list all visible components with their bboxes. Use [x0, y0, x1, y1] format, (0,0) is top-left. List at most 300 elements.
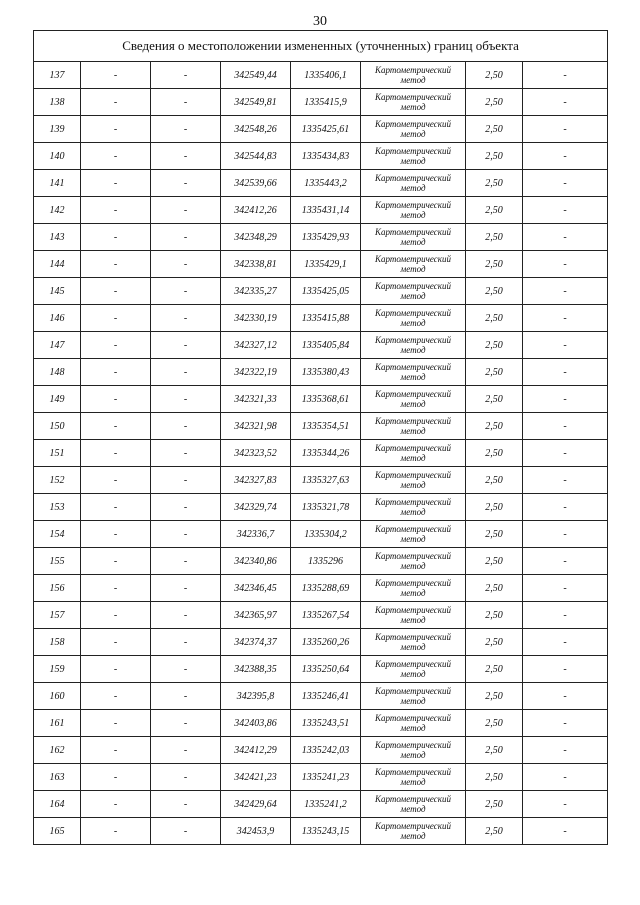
table-row — [34, 62, 608, 89]
method-cell — [361, 386, 466, 413]
column-8-cell: - — [523, 656, 608, 683]
precision-cell: 2,50 — [466, 332, 523, 359]
method-text-line: метод — [400, 642, 426, 652]
method-text-line: метод — [400, 318, 426, 328]
method-text-line: Картометрический — [374, 227, 451, 237]
table-row — [34, 791, 608, 818]
x-coordinate-cell: 342330,19 — [221, 305, 291, 332]
table-row — [34, 575, 608, 602]
point-number-cell: 155 — [34, 548, 81, 575]
method-text-line: Картометрический — [374, 65, 451, 75]
method-cell — [361, 116, 466, 143]
method-text-line: Картометрический — [374, 524, 451, 534]
method-text-line: метод — [400, 777, 426, 787]
column-8-cell: - — [523, 305, 608, 332]
method-text-line: метод — [400, 507, 426, 517]
table-title: Сведения о местоположении измененных (уточненных) границ объекта — [34, 31, 608, 62]
table-row — [34, 440, 608, 467]
table-row — [34, 683, 608, 710]
table-row — [34, 521, 608, 548]
method-text-line: Картометрический — [374, 92, 451, 102]
point-number-cell: 139 — [34, 116, 81, 143]
x-coordinate-cell: 342549,44 — [221, 62, 291, 89]
point-number-cell: 141 — [34, 170, 81, 197]
y-coordinate-cell: 1335327,63 — [291, 467, 361, 494]
column-3-cell: - — [151, 656, 221, 683]
point-number-cell: 158 — [34, 629, 81, 656]
x-coordinate-cell: 342322,19 — [221, 359, 291, 386]
table-row — [34, 386, 608, 413]
method-text-line: метод — [400, 291, 426, 301]
y-coordinate-cell: 1335434,83 — [291, 143, 361, 170]
y-coordinate-cell: 1335296 — [291, 548, 361, 575]
column-2-cell: - — [81, 521, 151, 548]
column-8-cell: - — [523, 197, 608, 224]
column-8-cell: - — [523, 791, 608, 818]
column-8-cell: - — [523, 332, 608, 359]
column-2-cell: - — [81, 764, 151, 791]
x-coordinate-cell: 342421,23 — [221, 764, 291, 791]
column-8-cell: - — [523, 170, 608, 197]
y-coordinate-cell: 1335321,78 — [291, 494, 361, 521]
table-row — [34, 710, 608, 737]
method-text-line: Картометрический — [374, 605, 451, 615]
column-2-cell: - — [81, 737, 151, 764]
y-coordinate-cell: 1335242,03 — [291, 737, 361, 764]
method-cell — [361, 89, 466, 116]
method-text-line: Картометрический — [374, 362, 451, 372]
column-2-cell: - — [81, 683, 151, 710]
table-title-row — [34, 31, 608, 62]
point-number-cell: 162 — [34, 737, 81, 764]
column-8-cell: - — [523, 89, 608, 116]
y-coordinate-cell: 1335288,69 — [291, 575, 361, 602]
method-text-line: Картометрический — [374, 200, 451, 210]
column-3-cell: - — [151, 440, 221, 467]
column-3-cell: - — [151, 710, 221, 737]
column-2-cell: - — [81, 656, 151, 683]
table-row — [34, 629, 608, 656]
column-8-cell: - — [523, 548, 608, 575]
method-cell — [361, 791, 466, 818]
method-cell — [361, 764, 466, 791]
column-2-cell: - — [81, 62, 151, 89]
method-text-line: метод — [400, 129, 426, 139]
column-8-cell: - — [523, 386, 608, 413]
precision-cell: 2,50 — [466, 764, 523, 791]
precision-cell: 2,50 — [466, 467, 523, 494]
point-number-cell: 159 — [34, 656, 81, 683]
precision-cell: 2,50 — [466, 251, 523, 278]
column-2-cell: - — [81, 359, 151, 386]
method-cell — [361, 494, 466, 521]
method-cell — [361, 629, 466, 656]
column-8-cell: - — [523, 440, 608, 467]
precision-cell: 2,50 — [466, 710, 523, 737]
column-2-cell: - — [81, 251, 151, 278]
table-row — [34, 467, 608, 494]
point-number-cell: 154 — [34, 521, 81, 548]
precision-cell: 2,50 — [466, 224, 523, 251]
column-2-cell: - — [81, 791, 151, 818]
y-coordinate-cell: 1335241,23 — [291, 764, 361, 791]
column-2-cell: - — [81, 602, 151, 629]
column-2-cell: - — [81, 386, 151, 413]
y-coordinate-cell: 1335405,84 — [291, 332, 361, 359]
table-row — [34, 305, 608, 332]
x-coordinate-cell: 342327,83 — [221, 467, 291, 494]
precision-cell: 2,50 — [466, 278, 523, 305]
method-cell — [361, 683, 466, 710]
method-text-line: метод — [400, 264, 426, 274]
table-row — [34, 332, 608, 359]
table-row — [34, 278, 608, 305]
precision-cell: 2,50 — [466, 737, 523, 764]
method-text-line: метод — [400, 102, 426, 112]
point-number-cell: 156 — [34, 575, 81, 602]
method-text-line: метод — [400, 183, 426, 193]
column-3-cell: - — [151, 629, 221, 656]
y-coordinate-cell: 1335425,05 — [291, 278, 361, 305]
table-row — [34, 602, 608, 629]
point-number-cell: 151 — [34, 440, 81, 467]
table-row — [34, 143, 608, 170]
precision-cell: 2,50 — [466, 143, 523, 170]
x-coordinate-cell: 342346,45 — [221, 575, 291, 602]
column-2-cell: - — [81, 170, 151, 197]
method-text-line: Картометрический — [374, 767, 451, 777]
column-3-cell: - — [151, 251, 221, 278]
method-text-line: метод — [400, 831, 426, 841]
method-text-line: метод — [400, 372, 426, 382]
boundary-coordinates-table — [33, 30, 608, 845]
precision-cell: 2,50 — [466, 197, 523, 224]
column-3-cell: - — [151, 494, 221, 521]
column-3-cell: - — [151, 413, 221, 440]
method-text-line: метод — [400, 615, 426, 625]
precision-cell: 2,50 — [466, 440, 523, 467]
column-2-cell: - — [81, 818, 151, 845]
x-coordinate-cell: 342412,29 — [221, 737, 291, 764]
precision-cell: 2,50 — [466, 116, 523, 143]
method-text-line: Картометрический — [374, 578, 451, 588]
y-coordinate-cell: 1335344,26 — [291, 440, 361, 467]
method-cell — [361, 224, 466, 251]
method-text-line: Картометрический — [374, 713, 451, 723]
x-coordinate-cell: 342549,81 — [221, 89, 291, 116]
column-3-cell: - — [151, 683, 221, 710]
column-3-cell: - — [151, 62, 221, 89]
column-8-cell: - — [523, 521, 608, 548]
x-coordinate-cell: 342336,7 — [221, 521, 291, 548]
point-number-cell: 164 — [34, 791, 81, 818]
column-8-cell: - — [523, 494, 608, 521]
column-8-cell: - — [523, 116, 608, 143]
method-cell — [361, 737, 466, 764]
x-coordinate-cell: 342548,26 — [221, 116, 291, 143]
y-coordinate-cell: 1335241,2 — [291, 791, 361, 818]
precision-cell: 2,50 — [466, 791, 523, 818]
column-2-cell: - — [81, 575, 151, 602]
x-coordinate-cell: 342429,64 — [221, 791, 291, 818]
x-coordinate-cell: 342348,29 — [221, 224, 291, 251]
point-number-cell: 140 — [34, 143, 81, 170]
method-text-line: метод — [400, 804, 426, 814]
method-text-line: Картометрический — [374, 443, 451, 453]
precision-cell: 2,50 — [466, 413, 523, 440]
method-text-line: Картометрический — [374, 335, 451, 345]
method-cell — [361, 305, 466, 332]
method-cell — [361, 710, 466, 737]
method-text-line: Картометрический — [374, 686, 451, 696]
method-cell — [361, 818, 466, 845]
column-3-cell: - — [151, 521, 221, 548]
method-cell — [361, 575, 466, 602]
method-text-line: метод — [400, 723, 426, 733]
point-number-cell: 138 — [34, 89, 81, 116]
point-number-cell: 161 — [34, 710, 81, 737]
precision-cell: 2,50 — [466, 575, 523, 602]
method-cell — [361, 548, 466, 575]
column-2-cell: - — [81, 143, 151, 170]
method-text-line: метод — [400, 453, 426, 463]
method-cell — [361, 467, 466, 494]
method-text-line: Картометрический — [374, 632, 451, 642]
column-3-cell: - — [151, 737, 221, 764]
column-8-cell: - — [523, 710, 608, 737]
column-3-cell: - — [151, 305, 221, 332]
table-row — [34, 89, 608, 116]
method-cell — [361, 62, 466, 89]
method-text-line: Картометрический — [374, 551, 451, 561]
method-cell — [361, 413, 466, 440]
point-number-cell: 144 — [34, 251, 81, 278]
point-number-cell: 142 — [34, 197, 81, 224]
precision-cell: 2,50 — [466, 62, 523, 89]
method-cell — [361, 197, 466, 224]
method-text-line: Картометрический — [374, 173, 451, 183]
y-coordinate-cell: 1335443,2 — [291, 170, 361, 197]
method-cell — [361, 278, 466, 305]
column-2-cell: - — [81, 548, 151, 575]
x-coordinate-cell: 342544,83 — [221, 143, 291, 170]
y-coordinate-cell: 1335246,41 — [291, 683, 361, 710]
column-8-cell: - — [523, 224, 608, 251]
column-2-cell: - — [81, 89, 151, 116]
table-row — [34, 413, 608, 440]
method-text-line: Картометрический — [374, 254, 451, 264]
y-coordinate-cell: 1335415,9 — [291, 89, 361, 116]
column-3-cell: - — [151, 386, 221, 413]
method-text-line: метод — [400, 75, 426, 85]
precision-cell: 2,50 — [466, 629, 523, 656]
column-2-cell: - — [81, 332, 151, 359]
table-row — [34, 656, 608, 683]
column-2-cell: - — [81, 305, 151, 332]
point-number-cell: 146 — [34, 305, 81, 332]
method-cell — [361, 656, 466, 683]
y-coordinate-cell: 1335425,61 — [291, 116, 361, 143]
table-row — [34, 548, 608, 575]
table-row — [34, 116, 608, 143]
x-coordinate-cell: 342403,86 — [221, 710, 291, 737]
method-text-line: метод — [400, 750, 426, 760]
method-text-line: метод — [400, 237, 426, 247]
x-coordinate-cell: 342329,74 — [221, 494, 291, 521]
point-number-cell: 165 — [34, 818, 81, 845]
column-8-cell: - — [523, 683, 608, 710]
x-coordinate-cell: 342539,66 — [221, 170, 291, 197]
point-number-cell: 153 — [34, 494, 81, 521]
y-coordinate-cell: 1335429,1 — [291, 251, 361, 278]
table-row — [34, 818, 608, 845]
table-row — [34, 197, 608, 224]
y-coordinate-cell: 1335431,14 — [291, 197, 361, 224]
method-cell — [361, 440, 466, 467]
precision-cell: 2,50 — [466, 170, 523, 197]
method-cell — [361, 251, 466, 278]
x-coordinate-cell: 342365,97 — [221, 602, 291, 629]
table-row — [34, 224, 608, 251]
point-number-cell: 143 — [34, 224, 81, 251]
column-3-cell: - — [151, 224, 221, 251]
method-cell — [361, 602, 466, 629]
method-text-line: метод — [400, 210, 426, 220]
method-text-line: метод — [400, 426, 426, 436]
table-row — [34, 737, 608, 764]
y-coordinate-cell: 1335243,15 — [291, 818, 361, 845]
method-text-line: Картометрический — [374, 740, 451, 750]
precision-cell: 2,50 — [466, 521, 523, 548]
column-8-cell: - — [523, 629, 608, 656]
method-text-line: Картометрический — [374, 146, 451, 156]
table-row — [34, 359, 608, 386]
column-2-cell: - — [81, 116, 151, 143]
method-cell — [361, 170, 466, 197]
precision-cell: 2,50 — [466, 818, 523, 845]
column-3-cell: - — [151, 548, 221, 575]
column-3-cell: - — [151, 575, 221, 602]
point-number-cell: 137 — [34, 62, 81, 89]
method-text-line: Картометрический — [374, 389, 451, 399]
column-3-cell: - — [151, 602, 221, 629]
column-2-cell: - — [81, 467, 151, 494]
table-row — [34, 170, 608, 197]
method-text-line: Картометрический — [374, 821, 451, 831]
column-3-cell: - — [151, 818, 221, 845]
page-number: 30 — [313, 14, 327, 29]
column-8-cell: - — [523, 467, 608, 494]
y-coordinate-cell: 1335304,2 — [291, 521, 361, 548]
column-8-cell: - — [523, 764, 608, 791]
column-2-cell: - — [81, 224, 151, 251]
table-row — [34, 494, 608, 521]
method-text-line: Картометрический — [374, 119, 451, 129]
x-coordinate-cell: 342321,98 — [221, 413, 291, 440]
x-coordinate-cell: 342321,33 — [221, 386, 291, 413]
x-coordinate-cell: 342453,9 — [221, 818, 291, 845]
column-8-cell: - — [523, 413, 608, 440]
column-3-cell: - — [151, 197, 221, 224]
column-8-cell: - — [523, 251, 608, 278]
column-8-cell: - — [523, 62, 608, 89]
column-2-cell: - — [81, 278, 151, 305]
column-2-cell: - — [81, 710, 151, 737]
column-3-cell: - — [151, 359, 221, 386]
precision-cell: 2,50 — [466, 602, 523, 629]
column-8-cell: - — [523, 575, 608, 602]
method-text-line: Картометрический — [374, 794, 451, 804]
method-cell — [361, 143, 466, 170]
y-coordinate-cell: 1335429,93 — [291, 224, 361, 251]
y-coordinate-cell: 1335260,26 — [291, 629, 361, 656]
column-3-cell: - — [151, 278, 221, 305]
method-text-line: Картометрический — [374, 416, 451, 426]
precision-cell: 2,50 — [466, 359, 523, 386]
precision-cell: 2,50 — [466, 89, 523, 116]
method-text-line: Картометрический — [374, 281, 451, 291]
precision-cell: 2,50 — [466, 548, 523, 575]
y-coordinate-cell: 1335354,51 — [291, 413, 361, 440]
table-row — [34, 764, 608, 791]
x-coordinate-cell: 342374,37 — [221, 629, 291, 656]
method-text-line: метод — [400, 156, 426, 166]
column-3-cell: - — [151, 791, 221, 818]
column-2-cell: - — [81, 494, 151, 521]
column-8-cell: - — [523, 359, 608, 386]
column-8-cell: - — [523, 818, 608, 845]
x-coordinate-cell: 342340,86 — [221, 548, 291, 575]
y-coordinate-cell: 1335406,1 — [291, 62, 361, 89]
x-coordinate-cell: 342335,27 — [221, 278, 291, 305]
column-2-cell: - — [81, 413, 151, 440]
column-3-cell: - — [151, 467, 221, 494]
y-coordinate-cell: 1335368,61 — [291, 386, 361, 413]
x-coordinate-cell: 342338,81 — [221, 251, 291, 278]
y-coordinate-cell: 1335250,64 — [291, 656, 361, 683]
column-2-cell: - — [81, 440, 151, 467]
method-text-line: метод — [400, 345, 426, 355]
y-coordinate-cell: 1335267,54 — [291, 602, 361, 629]
column-3-cell: - — [151, 89, 221, 116]
x-coordinate-cell: 342412,26 — [221, 197, 291, 224]
x-coordinate-cell: 342327,12 — [221, 332, 291, 359]
table-row — [34, 251, 608, 278]
method-text-line: Картометрический — [374, 308, 451, 318]
precision-cell: 2,50 — [466, 656, 523, 683]
y-coordinate-cell: 1335380,43 — [291, 359, 361, 386]
column-3-cell: - — [151, 170, 221, 197]
method-text-line: метод — [400, 588, 426, 598]
column-3-cell: - — [151, 143, 221, 170]
method-text-line: Картометрический — [374, 659, 451, 669]
column-3-cell: - — [151, 116, 221, 143]
column-3-cell: - — [151, 332, 221, 359]
method-cell — [361, 359, 466, 386]
y-coordinate-cell: 1335243,51 — [291, 710, 361, 737]
method-cell — [361, 332, 466, 359]
method-text-line: метод — [400, 696, 426, 706]
method-text-line: метод — [400, 669, 426, 679]
point-number-cell: 152 — [34, 467, 81, 494]
precision-cell: 2,50 — [466, 494, 523, 521]
method-text-line: метод — [400, 534, 426, 544]
point-number-cell: 145 — [34, 278, 81, 305]
precision-cell: 2,50 — [466, 683, 523, 710]
method-text-line: Картометрический — [374, 497, 451, 507]
point-number-cell: 147 — [34, 332, 81, 359]
method-text-line: метод — [400, 399, 426, 409]
